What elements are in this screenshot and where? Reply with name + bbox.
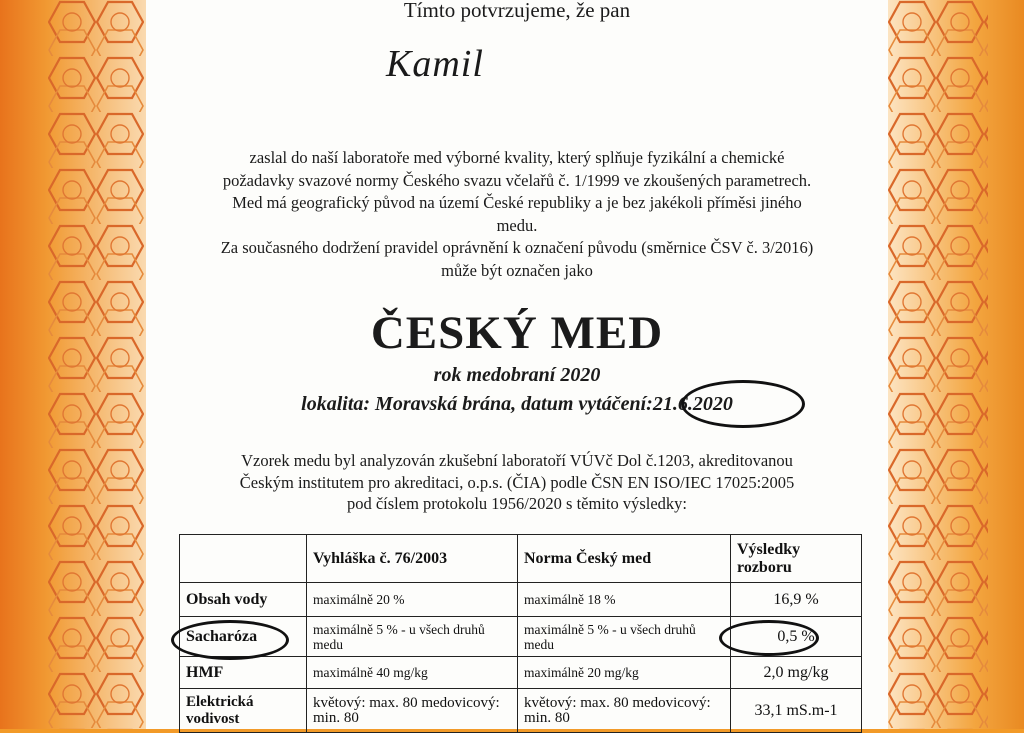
right-honeycomb-pattern <box>888 0 988 729</box>
paragraph-line: zaslal do naší laboratoře med výborné kvality, který splňuje fyzikální a chemické <box>249 148 785 167</box>
result-cell: 2,0 mg/kg <box>731 657 862 689</box>
paragraph-line: Med má geografický původ na území České republiky a je bez jakékoli příměsi jiného <box>232 193 802 212</box>
extraction-date: 21.6.2020 <box>652 393 733 415</box>
table-cell: květový: max. 80 medovicový: min. 80 <box>307 689 518 733</box>
table-row <box>180 657 862 689</box>
lab-text-line: Vzorek medu byl analyzován zkušební laboratoří VÚVč Dol č.1203, akreditovanou <box>241 451 793 470</box>
left-honeycomb-pattern <box>48 0 144 729</box>
recipient-name: Kamil <box>386 43 484 85</box>
table-cell: maximálně 40 mg/kg <box>307 657 518 689</box>
result-cell: 0,5 % <box>731 617 862 657</box>
intro-text: Tímto potvrzujeme, že pan <box>403 0 631 22</box>
row-label: Sacharóza <box>180 617 307 657</box>
row-label: Elektrická vodivost <box>180 689 307 733</box>
lab-text-line: pod číslem protokolu 1956/2020 s těmito výsledky: <box>346 494 688 513</box>
locality-prefix: lokalita: Moravská brána, datum vytáčení: <box>301 393 653 415</box>
result-cell: 33,1 mS.m-1 <box>731 689 862 733</box>
table-header-cell: Výsledky rozboru <box>731 535 862 583</box>
certification-paragraph <box>146 147 888 282</box>
table-header-cell: Norma Český med <box>518 535 731 583</box>
certificate-title: ČESKÝ MED <box>370 307 664 359</box>
row-label: HMF <box>180 657 307 689</box>
table-header-cell <box>180 535 307 583</box>
table-header-row <box>180 535 862 583</box>
sucrose-result-highlight-oval <box>719 620 819 656</box>
table-cell: maximálně 20 % <box>307 583 518 617</box>
paragraph-line: může být označen jako <box>441 260 593 280</box>
table-header-cell: Vyhláška č. 76/2003 <box>307 535 518 583</box>
sucrose-highlight-oval <box>171 620 289 660</box>
table-row <box>180 689 862 733</box>
lab-text-line: Českým institutem pro akreditaci, o.p.s. (ČIA) podle ČSN EN ISO/IEC 17025:2005 <box>239 472 795 492</box>
table-row <box>180 583 862 617</box>
date-highlight-oval <box>681 380 805 428</box>
table-cell: maximálně 5 % - u všech druhů medu <box>518 617 731 657</box>
paragraph-line: Za současného dodržení pravidel oprávnění k označení původu (směrnice ČSV č. 3/2016) <box>220 238 814 257</box>
row-label: Obsah vody <box>180 583 307 617</box>
paragraph-line: požadavky svazové normy Českého svazu včelařů č. 1/1999 ve zkoušených parametrech. <box>222 170 812 190</box>
table-cell: květový: max. 80 medovicový: min. 80 <box>518 689 731 733</box>
table-cell: maximálně 5 % - u všech druhů medu <box>307 617 518 657</box>
harvest-year: rok medobraní 2020 <box>433 364 601 386</box>
table-cell: maximálně 20 mg/kg <box>518 657 731 689</box>
lab-analysis-text <box>146 450 888 515</box>
paragraph-line: medu. <box>496 215 538 235</box>
result-cell: 16,9 % <box>731 583 862 617</box>
table-cell: maximálně 18 % <box>518 583 731 617</box>
